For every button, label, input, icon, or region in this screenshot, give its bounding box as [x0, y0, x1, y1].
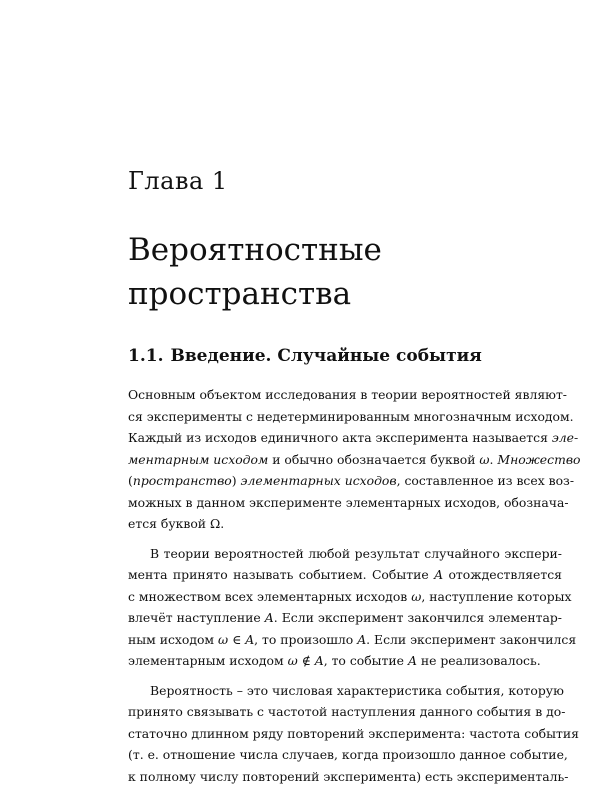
text-run: можных в данном эксперименте элементарных исходов, обознача- — [128, 494, 569, 510]
italic-term: ω — [218, 631, 229, 647]
paragraph — [128, 543, 577, 672]
text-run: Вероятность – это числовая характеристика события, которую — [150, 682, 564, 698]
text-run: не реализовалось. — [416, 653, 541, 668]
text-line — [128, 629, 577, 651]
italic-term: ω — [479, 451, 490, 467]
text-run: отождествляется — [443, 567, 562, 582]
text-run: ется буквой Ω. — [128, 516, 225, 531]
text-run: ( — [128, 473, 133, 488]
italic-term: ω — [411, 588, 422, 604]
text-line — [128, 564, 562, 586]
section-title: Введение. Случайные события — [170, 346, 482, 366]
text-line — [128, 543, 562, 565]
italic-term: A — [434, 567, 444, 582]
chapter-title-line: Вероятностные — [128, 232, 382, 268]
chapter-title — [128, 228, 568, 316]
text-run: и обычно обозначается буквой — [268, 451, 480, 467]
text-line — [128, 406, 574, 428]
text-run: ∉ — [297, 653, 315, 668]
italic-term: ментарным исходом — [128, 451, 269, 467]
italic-term: A — [264, 610, 274, 625]
text-run: к полному числу повторений эксперимента) есть эксперименталь- — [128, 768, 569, 784]
text-line — [128, 744, 568, 766]
text-run: . Если эксперимент закончился — [366, 631, 577, 647]
text-line — [128, 650, 562, 672]
text-line — [128, 766, 569, 788]
italic-term: A — [245, 631, 255, 647]
text-run: . Если эксперимент закончился элементар- — [273, 610, 562, 625]
text-run: элементарным исходом — [128, 653, 288, 668]
text-run: ∈ — [228, 631, 246, 647]
text-run: с множеством всех элементарных исходов — [128, 588, 412, 604]
italic-term: пространство — [132, 473, 232, 488]
text-line — [128, 513, 562, 535]
text-run: ся эксперименты с недетерминированным многозначным исходом. — [128, 408, 574, 424]
text-run: , наступление которых — [421, 588, 572, 604]
chapter-label: Глава 1 — [128, 167, 228, 195]
text-run: статочно длинном ряду повторений эксперимента: частота события — [128, 725, 579, 741]
text-run: (т. е. отношение числа случаев, когда произошло данное событие, — [128, 747, 568, 762]
text-line — [128, 607, 562, 629]
text-line — [128, 384, 567, 406]
text-run: ) — [231, 473, 241, 488]
text-run: влечёт наступление — [128, 610, 265, 625]
text-line — [128, 586, 572, 608]
paragraph — [128, 680, 579, 788]
text-run: , то событие — [323, 653, 408, 668]
section-number: 1.1. — [128, 346, 164, 366]
text-line — [128, 701, 566, 723]
text-run: Каждый из исходов единичного акта эксперимента называется — [128, 430, 552, 445]
text-run: Основным объектом исследования в теории вероятностей являют- — [128, 387, 567, 402]
text-line — [128, 723, 579, 745]
text-line — [128, 470, 575, 492]
text-run: ным исходом — [128, 631, 219, 647]
italic-term: A — [314, 653, 324, 668]
italic-term: A — [407, 653, 417, 668]
paragraph — [128, 384, 581, 535]
text-line — [128, 680, 562, 702]
text-run: В теории вероятностей любой результат случайного экспери- — [150, 545, 562, 561]
chapter-title-line: пространства — [128, 276, 352, 312]
text-run: , составленное из всех воз- — [396, 473, 575, 488]
section-heading — [128, 346, 482, 366]
text-line — [128, 492, 569, 514]
text-run: принято связывать с частотой наступления данного события в до- — [128, 704, 566, 719]
italic-term: ω — [287, 653, 298, 668]
italic-term: эле- — [551, 430, 579, 445]
body-text — [128, 384, 581, 795]
text-line — [128, 427, 579, 449]
italic-term: элементарных исходов — [240, 473, 397, 488]
text-run: мента принято называть событием. Событие — [128, 567, 435, 582]
text-line — [128, 449, 581, 471]
italic-term: A — [357, 631, 367, 647]
text-run: , то произошло — [254, 631, 358, 647]
text-run: . — [489, 451, 498, 467]
italic-term: Множество — [497, 451, 581, 467]
